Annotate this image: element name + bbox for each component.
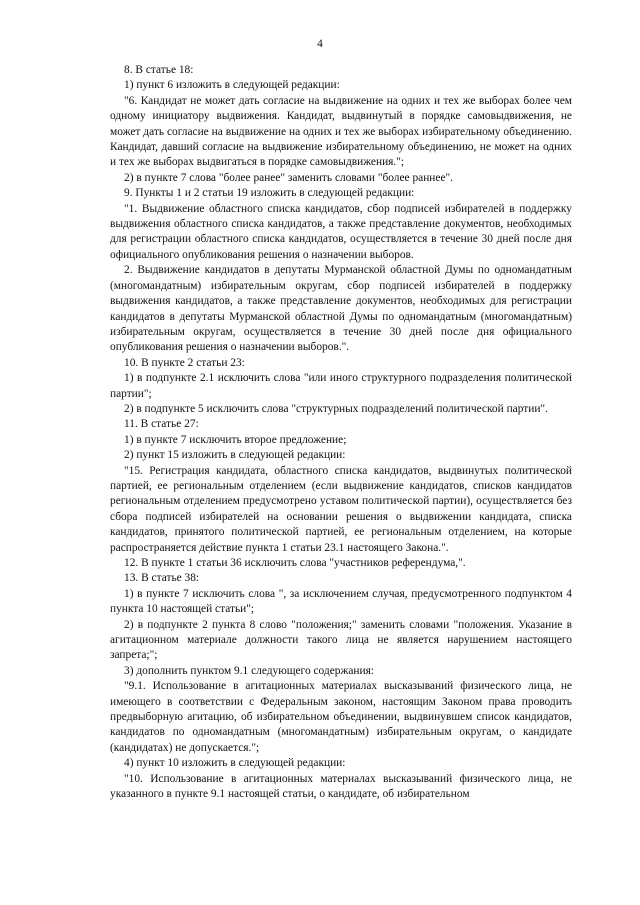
paragraph: "10. Использование в агитационных материалах высказываний физического лица, не указанного в пункте 9.1 настоящей статьи, о кандидате, об избирательном bbox=[110, 772, 572, 801]
paragraph: 9. Пункты 1 и 2 статьи 19 изложить в следующей редакции: bbox=[124, 187, 415, 200]
paragraph: 11. В статье 27: bbox=[124, 418, 199, 431]
paragraph: 2) пункт 15 изложить в следующей редакции: bbox=[124, 449, 346, 462]
paragraph: 12. В пункте 1 статьи 36 исключить слова "участников референдума,". bbox=[124, 557, 466, 569]
paragraph: 10. В пункте 2 статьи 23: bbox=[124, 356, 245, 369]
paragraph: 13. В статье 38: bbox=[124, 572, 200, 585]
paragraph: 2. Выдвижение кандидатов в депутаты Мурманской областной Думы по одномандатным (многомандатным) избирательным округам, сбор подписей избирателей в поддержку выдвижения кандидатов, а также представление документов, необходимых для регистрации кандидатов в депутаты Мурманской областной Думы по одномандатным (многомандатным) избирательным округам, осуществляется в течение 30 дней после дня официального опубликования решения о назначении выборов.". bbox=[110, 264, 572, 354]
paragraph: 1) в пункте 7 исключить слова ", за исключением случая, предусмотренного подпунктом 4 пункта 10 настоящей статьи"; bbox=[110, 587, 572, 616]
paragraph: 2) в подпункте 2 пункта 8 слово "положения;" заменить словами "положения. Указание в агитационном материале должности такого лица не является нарушением настоящего запрета;"; bbox=[110, 618, 572, 662]
page-number: 4 bbox=[317, 38, 323, 50]
paragraph: "1. Выдвижение областного списка кандидатов, сбор подписей избирателей в поддержку выдвижения областного списка кандидатов, а также представление документов, необходимых для регистрации областного списка кандидатов, осуществляется в течение 30 дней после дня официального опубликования решения о назначении выборов. bbox=[110, 202, 572, 261]
paragraph: 2) в пункте 7 слова "более ранее" заменить словами "более раннее". bbox=[124, 171, 453, 184]
paragraph: 1) в подпункте 2.1 исключить слова "или иного структурного подразделения политической партии"; bbox=[110, 372, 572, 400]
paragraph: 4) пункт 10 изложить в следующей редакции: bbox=[124, 757, 346, 770]
document-body bbox=[110, 63, 572, 803]
paragraph: 2) в подпункте 5 исключить слова "структурных подразделений политической партии". bbox=[124, 402, 548, 415]
paragraph: 3) дополнить пунктом 9.1 следующего содержания: bbox=[124, 664, 374, 677]
paragraph: "6. Кандидат не может дать согласие на выдвижение на одних и тех же выборах более чем одному инициатору выдвижения. Кандидат, выдвинутый в порядке самовыдвижения, не может дать согласие на выдвижение на одних и тех же выборах избирательному объединению. Кандидат, давший согласие на выдвижение избирательному объединению, не может на одних и тех же выборах выдвигаться в порядке самовыдвижения."; bbox=[110, 94, 572, 169]
paragraph: "15. Регистрация кандидата, областного списка кандидатов, выдвинутых политической партией, ее региональным отделением (если выдвижение кандидатов, списков кандидатов региональным отделением предусмотрено уставом политической партии), осуществляется без сбора подписей избирателей на основании решения о выдвижении кандидата, списка кандидатов, принятого политической партией, ее региональным отделением, на которые распространяется действие пункта 1 статьи 23.1 настоящего Закона.". bbox=[110, 464, 572, 554]
paragraph: 8. В статье 18: bbox=[124, 64, 194, 76]
paragraph: 1) в пункте 7 исключить второе предложение; bbox=[124, 433, 347, 446]
paragraph: "9.1. Использование в агитационных материалах высказываний физического лица, не имеющего в соответствии с Федеральным законом, настоящим Законом права проводить предвыборную агитацию, об избирательном объединении, выдвинувшем список кандидатов, кандидатов по одномандатным (многомандатным) избирательным округам, о кандидате (кандидатах) не допускается."; bbox=[110, 680, 572, 754]
paragraph: 1) пункт 6 изложить в следующей редакции: bbox=[124, 79, 340, 92]
